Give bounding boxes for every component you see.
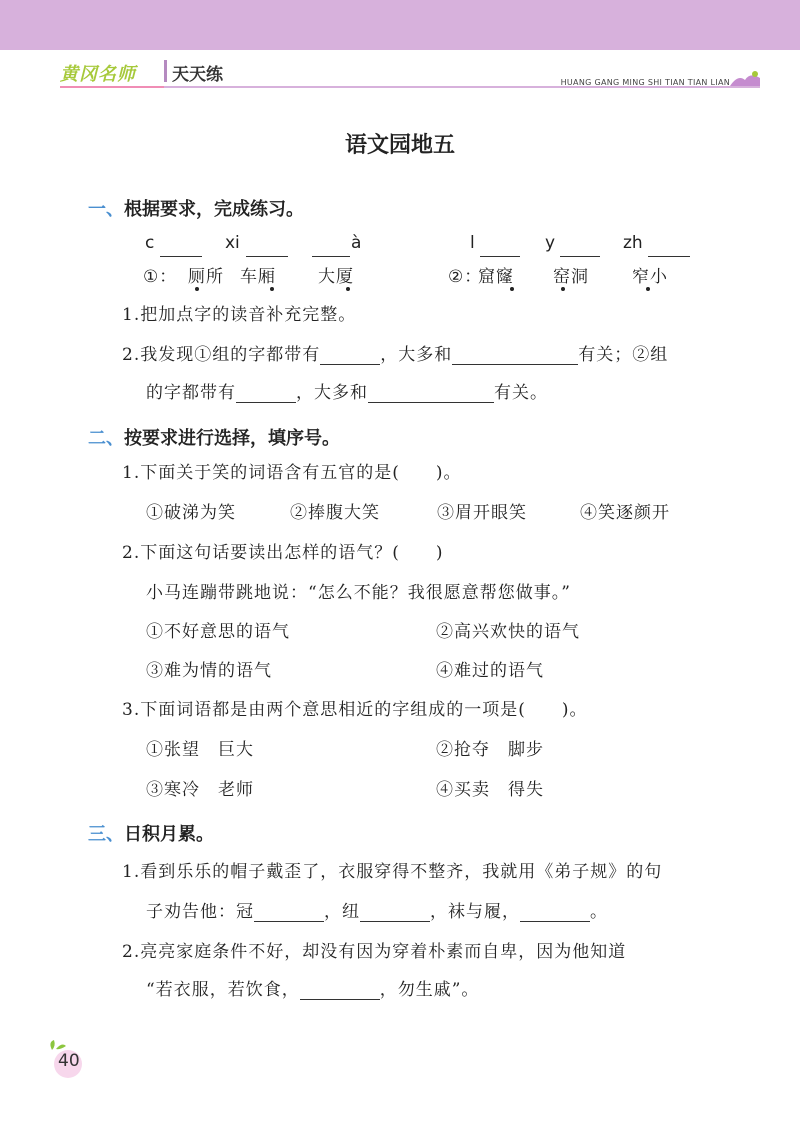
section-2-heading xyxy=(88,424,340,450)
question-2-2: 2.下面这句话要读出怎样的语气？( ) xyxy=(122,543,444,563)
pinyin-blank[interactable] xyxy=(648,256,690,257)
question-1-2-line1: 2.我发现①组的字都带有 ，大多和 有关；②组 xyxy=(122,345,669,365)
group-1-word: 车厢 xyxy=(240,267,276,287)
group-1-label: ①： xyxy=(143,267,178,287)
brand-pinyin: HUANG GANG MING SHI TIAN TIAN LIAN xyxy=(560,78,730,87)
group-2-word: 窟窿 xyxy=(478,267,514,287)
question-1-1: 1.把加点字的读音补充完整。 xyxy=(122,305,357,325)
emphasis-dot xyxy=(195,287,199,291)
option[interactable]: ③难为情的语气 xyxy=(146,661,272,681)
emphasis-dot xyxy=(561,287,565,291)
pinyin-blank[interactable] xyxy=(480,256,520,257)
section-2-title: 按要求进行选择，填序号。 xyxy=(124,428,340,449)
question-3-1-line1: 1.看到乐乐的帽子戴歪了，衣服穿得不整齐，我就用《弟子规》的句 xyxy=(122,862,663,882)
pinyin-c: c xyxy=(145,233,155,253)
group-2-label: ②： xyxy=(448,267,483,287)
brand-subtitle: 天天练 xyxy=(172,65,223,85)
question-3-2-line2: “若衣服，若饮食， ，勿生戚”。 xyxy=(146,980,480,1000)
question-2-1: 1.下面关于笑的词语含有五官的是( )。 xyxy=(122,463,462,483)
option[interactable]: ①张望 巨大 xyxy=(146,740,254,760)
question-2-2-sentence: 小马连蹦带跳地说：“怎么不能？我很愿意帮您做事。” xyxy=(146,583,571,603)
header-divider-accent xyxy=(60,86,164,88)
emphasis-dot xyxy=(346,287,350,291)
pinyin-xi: xi xyxy=(225,233,240,253)
page-number: 40 xyxy=(58,1051,80,1071)
group-1-word: 厕所 xyxy=(188,267,224,287)
hill-icon xyxy=(730,70,760,86)
option[interactable]: ④笑逐颜开 xyxy=(580,503,670,523)
pinyin-zh: zh xyxy=(623,233,643,253)
option[interactable]: ③寒冷 老师 xyxy=(146,780,254,800)
answer-blank[interactable] xyxy=(320,346,380,365)
pinyin-l: l xyxy=(470,233,475,253)
pinyin-blank[interactable] xyxy=(160,256,202,257)
option[interactable]: ②高兴欢快的语气 xyxy=(436,622,580,642)
question-3-2-line1: 2.亮亮家庭条件不好，却没有因为穿着朴素而自卑，因为他知道 xyxy=(122,942,627,962)
answer-blank[interactable] xyxy=(360,903,430,922)
pinyin-blank[interactable] xyxy=(246,256,288,257)
emphasis-dot xyxy=(646,287,650,291)
section-3-title: 日积月累。 xyxy=(124,824,214,845)
question-1-2-line2: 的字都带有 ，大多和 有关。 xyxy=(146,383,548,403)
option[interactable]: ④买卖 得失 xyxy=(436,780,544,800)
answer-blank[interactable] xyxy=(368,384,494,403)
option[interactable]: ②抢夺 脚步 xyxy=(436,740,544,760)
group-2-word: 窑洞 xyxy=(553,267,589,287)
section-1-heading xyxy=(88,195,304,221)
emphasis-dot xyxy=(270,287,274,291)
answer-blank[interactable] xyxy=(452,346,578,365)
answer-blank[interactable] xyxy=(254,903,324,922)
option[interactable]: ④难过的语气 xyxy=(436,661,544,681)
question-3-1-line2: 子劝告他：冠 ，纽 ，袜与履， 。 xyxy=(146,902,608,922)
option[interactable]: ②捧腹大笑 xyxy=(290,503,380,523)
option[interactable]: ①不好意思的语气 xyxy=(146,622,290,642)
question-2-3: 3.下面词语都是由两个意思相近的字组成的一项是( )。 xyxy=(122,700,588,720)
answer-blank[interactable] xyxy=(300,981,380,1000)
brand-separator xyxy=(164,60,167,82)
page-title: 语文园地五 xyxy=(344,133,455,158)
option[interactable]: ①破涕为笑 xyxy=(146,503,236,523)
header-band xyxy=(0,0,800,50)
section-3-heading xyxy=(88,820,214,846)
pinyin-y: y xyxy=(545,233,556,253)
pinyin-blank[interactable] xyxy=(312,256,350,257)
section-1-title: 根据要求，完成练习。 xyxy=(124,199,304,220)
section-3-number: 三、 xyxy=(88,824,124,845)
group-1-word: 大厦 xyxy=(318,267,354,287)
section-1-number: 一、 xyxy=(88,199,124,220)
answer-blank[interactable] xyxy=(520,903,590,922)
emphasis-dot xyxy=(510,287,514,291)
group-2-word: 窄小 xyxy=(632,267,668,287)
section-2-number: 二、 xyxy=(88,428,124,449)
pinyin-blank[interactable] xyxy=(560,256,600,257)
brand-logo: 黄冈名师 xyxy=(60,64,136,85)
answer-blank[interactable] xyxy=(236,384,296,403)
pinyin-a: à xyxy=(351,233,362,253)
option[interactable]: ③眉开眼笑 xyxy=(437,503,527,523)
